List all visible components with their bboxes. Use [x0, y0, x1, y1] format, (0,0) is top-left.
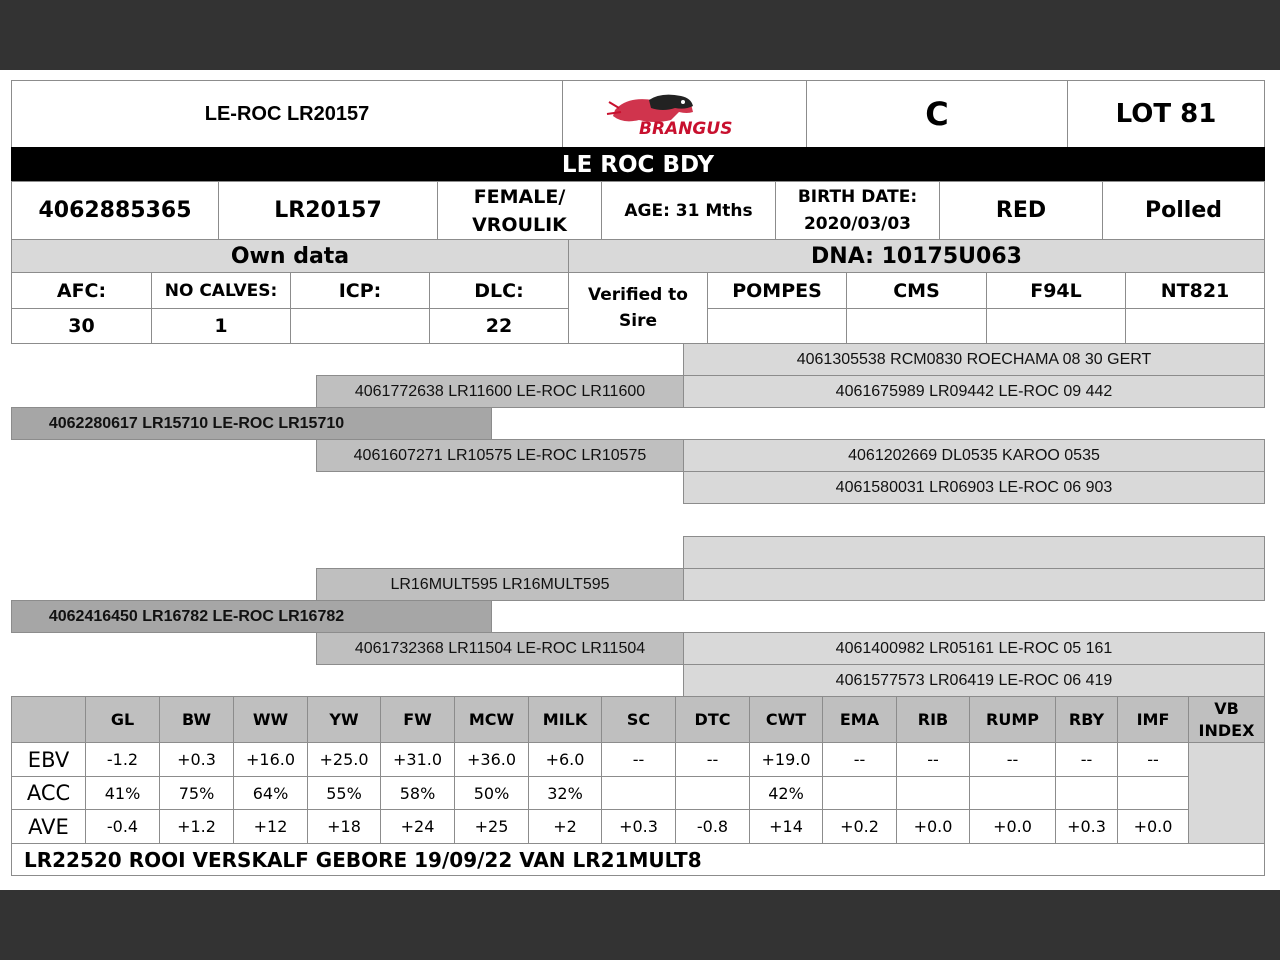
ebv-cell: [1055, 776, 1118, 810]
ebv-cell: [969, 776, 1056, 810]
ebv-cell: +31.0: [380, 742, 455, 777]
ebv-col-header: RUMP: [969, 696, 1056, 743]
pedigree-sire-dam-sire: 4061202669 DL0535 KAROO 0535: [683, 439, 1265, 472]
ebv-cell: +19.0: [749, 742, 823, 777]
ebv-cell: +36.0: [454, 742, 529, 777]
afc-value: 30: [11, 308, 152, 344]
ebv-cell: 75%: [159, 776, 234, 810]
ebv-cell: --: [822, 742, 897, 777]
ebv-cell: +14: [749, 809, 823, 844]
ebv-cell: --: [601, 742, 676, 777]
ebv-col-header: BW: [159, 696, 234, 743]
vb-index-value: [1188, 742, 1265, 844]
ebv-cell: --: [1055, 742, 1118, 777]
id-number: 4062885365: [11, 181, 219, 240]
ave-row-label: AVE: [11, 809, 86, 844]
ebv-cell: +0.0: [969, 809, 1056, 844]
icp-value: [290, 308, 430, 344]
pedigree-sire-sire-dam: 4061675989 LR09442 LE-ROC 09 442: [683, 375, 1265, 408]
ebv-cell: +1.2: [159, 809, 234, 844]
animal-name: LE-ROC LR20157: [11, 80, 563, 148]
ebv-cell: -0.4: [85, 809, 160, 844]
ebv-cell: [601, 776, 676, 810]
birth-date: BIRTH DATE: 2020/03/03: [775, 181, 940, 240]
ebv-col-header: YW: [307, 696, 381, 743]
no-calves-value: 1: [151, 308, 291, 344]
ebv-cell: --: [675, 742, 750, 777]
lot-sheet: [0, 70, 1280, 890]
icp-label: ICP:: [290, 272, 430, 309]
ebv-cell: [822, 776, 897, 810]
ebv-cell: +0.0: [896, 809, 970, 844]
ebv-corner-cell: [11, 696, 86, 743]
lot-number: LOT 81: [1067, 80, 1265, 148]
ebv-cell: +25: [454, 809, 529, 844]
ebv-cell: [1117, 776, 1189, 810]
ebv-col-header: FW: [380, 696, 455, 743]
ebv-col-header: VB INDEX: [1188, 696, 1265, 743]
ebv-cell: +0.2: [822, 809, 897, 844]
dlc-label: DLC:: [429, 272, 569, 309]
ebv-col-header: IMF: [1117, 696, 1189, 743]
ebv-cell: +6.0: [528, 742, 602, 777]
pedigree-dam-sire-sire: [683, 536, 1265, 569]
ebv-cell: [675, 776, 750, 810]
ebv-cell: --: [969, 742, 1056, 777]
colour: RED: [939, 181, 1103, 240]
ebv-cell: +24: [380, 809, 455, 844]
ebv-col-header: CWT: [749, 696, 823, 743]
grade: C: [806, 80, 1068, 148]
ebv-cell: --: [1117, 742, 1189, 777]
ebv-cell: +12: [233, 809, 308, 844]
ebv-col-header: EMA: [822, 696, 897, 743]
ebv-col-header: MILK: [528, 696, 602, 743]
pedigree-sire-dam: 4061607271 LR10575 LE-ROC LR10575: [316, 439, 684, 472]
ebv-cell: 58%: [380, 776, 455, 810]
ebv-cell: 42%: [749, 776, 823, 810]
ebv-col-header: RBY: [1055, 696, 1118, 743]
reg-number: LR20157: [218, 181, 438, 240]
ebv-cell: +0.3: [1055, 809, 1118, 844]
ebv-col-header: WW: [233, 696, 308, 743]
ebv-cell: 55%: [307, 776, 381, 810]
ebv-cell: +0.0: [1117, 809, 1189, 844]
pedigree-sire: 4062280617 LR15710 LE-ROC LR15710: [11, 407, 492, 440]
nt821-value: [1125, 308, 1265, 344]
pedigree-dam-sire: LR16MULT595 LR16MULT595: [316, 568, 684, 601]
f94l-value: [986, 308, 1126, 344]
ebv-cell: [896, 776, 970, 810]
pedigree-dam: 4062416450 LR16782 LE-ROC LR16782: [11, 600, 492, 633]
pedigree-sire-sire-sire: 4061305538 RCM0830 ROECHAMA 08 30 GERT: [683, 343, 1265, 376]
dna-header: DNA: 10175U063: [568, 239, 1265, 273]
sex: FEMALE/ VROULIK: [437, 181, 602, 240]
ebv-cell: --: [896, 742, 970, 777]
ebv-cell: +2: [528, 809, 602, 844]
ebv-col-header: RIB: [896, 696, 970, 743]
page-title: LE ROC BDY: [11, 147, 1265, 182]
ebv-col-header: GL: [85, 696, 160, 743]
ebv-cell: +25.0: [307, 742, 381, 777]
ebv-cell: +0.3: [159, 742, 234, 777]
pedigree-dam-sire-dam: [683, 568, 1265, 601]
dlc-value: 22: [429, 308, 569, 344]
ebv-row-label: EBV: [11, 742, 86, 777]
f94l-label: F94L: [986, 272, 1126, 309]
ebv-cell: +0.3: [601, 809, 676, 844]
footer-note: LR22520 ROOI VERSKALF GEBORE 19/09/22 VAN LR21MULT8: [11, 843, 1265, 876]
pedigree-dam-dam-dam: 4061577573 LR06419 LE-ROC 06 419: [683, 664, 1265, 697]
brangus-logo: [562, 80, 807, 148]
ebv-cell: +18: [307, 809, 381, 844]
cms-value: [846, 308, 987, 344]
ebv-col-header: SC: [601, 696, 676, 743]
pedigree-dam-dam: 4061732368 LR11504 LE-ROC LR11504: [316, 632, 684, 665]
horn-status: Polled: [1102, 181, 1265, 240]
ebv-col-header: DTC: [675, 696, 750, 743]
ebv-cell: 50%: [454, 776, 529, 810]
pompes-value: [707, 308, 847, 344]
ebv-cell: 41%: [85, 776, 160, 810]
own-data-header: Own data: [11, 239, 569, 273]
afc-label: AFC:: [11, 272, 152, 309]
ebv-cell: 32%: [528, 776, 602, 810]
bull-logo-icon: [605, 90, 765, 138]
ebv-col-header: MCW: [454, 696, 529, 743]
pedigree-sire-sire: 4061772638 LR11600 LE-ROC LR11600: [316, 375, 684, 408]
age: AGE: 31 Mths: [601, 181, 776, 240]
nt821-label: NT821: [1125, 272, 1265, 309]
ebv-cell: -0.8: [675, 809, 750, 844]
pompes-label: POMPES: [707, 272, 847, 309]
logo-text: BRANGUS: [638, 119, 732, 138]
cms-label: CMS: [846, 272, 987, 309]
no-calves-label: NO CALVES:: [151, 272, 291, 309]
ebv-cell: 64%: [233, 776, 308, 810]
pedigree-sire-dam-dam: 4061580031 LR06903 LE-ROC 06 903: [683, 471, 1265, 504]
acc-row-label: ACC: [11, 776, 86, 810]
pedigree-dam-dam-sire: 4061400982 LR05161 LE-ROC 05 161: [683, 632, 1265, 665]
verified-to-sire: Verified to Sire: [568, 272, 708, 344]
ebv-cell: -1.2: [85, 742, 160, 777]
ebv-cell: +16.0: [233, 742, 308, 777]
